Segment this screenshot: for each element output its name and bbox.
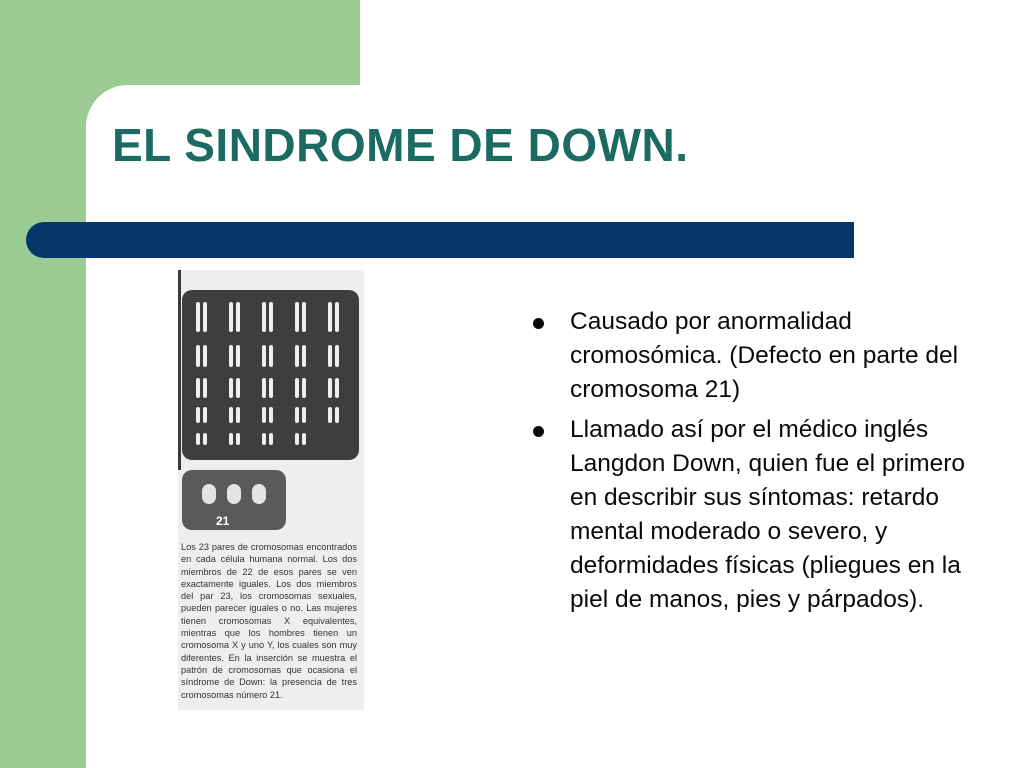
chromosome-shape <box>196 345 200 367</box>
chromosome-shape <box>302 433 306 445</box>
inset-chromosome <box>227 484 241 504</box>
chromosome-shape <box>302 345 306 367</box>
slide-title: EL SINDROME DE DOWN. <box>112 119 689 171</box>
chromosome-shape <box>328 378 332 398</box>
chromosome-shape <box>335 407 339 423</box>
chromosome-shape <box>196 302 200 332</box>
chromosome-shape <box>236 302 240 332</box>
bullet-dot-icon <box>533 426 544 437</box>
chromosome-shape <box>335 345 339 367</box>
chromosome-shape <box>229 378 233 398</box>
chromosome-shape <box>229 302 233 332</box>
chromosome-shape <box>295 407 299 423</box>
chromosome-shape <box>262 433 266 445</box>
bullet-list <box>530 305 970 623</box>
chromosome-shape <box>262 302 266 332</box>
chromosome-shape <box>335 302 339 332</box>
chromosome-shape <box>196 433 200 445</box>
chromosome-shape <box>262 378 266 398</box>
chromosome-shape <box>229 433 233 445</box>
chromosome-shape <box>203 378 207 398</box>
chromosome-shape <box>236 407 240 423</box>
inset-chromosome <box>252 484 266 504</box>
chromosome-shape <box>302 302 306 332</box>
bullet-item <box>530 305 970 407</box>
chromosome-shape <box>262 407 266 423</box>
chromosome-shape <box>203 433 207 445</box>
figure-edge-line <box>178 270 181 470</box>
inset-chromosome <box>202 484 216 504</box>
chromosome-shape <box>295 433 299 445</box>
chromosome-shape <box>196 378 200 398</box>
chromosome-shape <box>328 345 332 367</box>
chromosome-shape <box>269 378 273 398</box>
chromosome-shape <box>196 407 200 423</box>
chromosome-shape <box>302 407 306 423</box>
bullet-item <box>530 413 970 617</box>
chromosome-shape <box>295 302 299 332</box>
bullet-text: Causado por anormalidad cromosómica. (Defecto en parte del cromosoma 21) <box>570 308 959 403</box>
title-underline-bar <box>26 222 854 258</box>
chromosome-shape <box>236 345 240 367</box>
figure-caption: Los 23 pares de cromosomas encontrados en cada célula humana normal. Los dos miembros de 22 de esos pares se ven exactamente iguales. Los dos miembros del par 23, los cromosomas sexuales, pueden parecer iguales o no. Las mujeres tienen cromosomas X equivalentes, mientras que los hombres tienen un cromosoma X y uno Y, los cuales son muy diferentes. En la inserción se muestra el patrón de cromosomas que ocasiona el síndrome de Down: la presencia de tres cromosomas número 21. <box>181 542 357 700</box>
chromosome-shape <box>328 302 332 332</box>
chromosome-shape <box>236 433 240 445</box>
chromosome-shape <box>269 407 273 423</box>
chromosome-shape <box>262 345 266 367</box>
chromosome-shape <box>229 407 233 423</box>
chromosome-shape <box>328 407 332 423</box>
chromosome-shape <box>269 433 273 445</box>
bullet-dot-icon <box>533 318 544 329</box>
chromosome-shape <box>295 378 299 398</box>
chromosome-shape <box>335 378 339 398</box>
chromosome-shape <box>302 378 306 398</box>
chromosome-shape <box>203 407 207 423</box>
bullet-text: Llamado así por el médico inglés Langdon Down, quien fue el primero en describir sus síntomas: retardo mental moderado o severo, y deformidades físicas (pliegues en la piel de manos, pies y párpados). <box>570 416 965 613</box>
chromosome-shape <box>269 302 273 332</box>
chromosome-shape <box>229 345 233 367</box>
karyotype-image <box>182 290 359 460</box>
chromosome-shape <box>203 345 207 367</box>
chromosome-shape <box>295 345 299 367</box>
chromosome-shape <box>203 302 207 332</box>
chromosome-shape <box>269 345 273 367</box>
chromosome-shape <box>236 378 240 398</box>
trisomy-21-inset <box>182 470 286 530</box>
inset-number-label: 21 <box>216 514 230 528</box>
